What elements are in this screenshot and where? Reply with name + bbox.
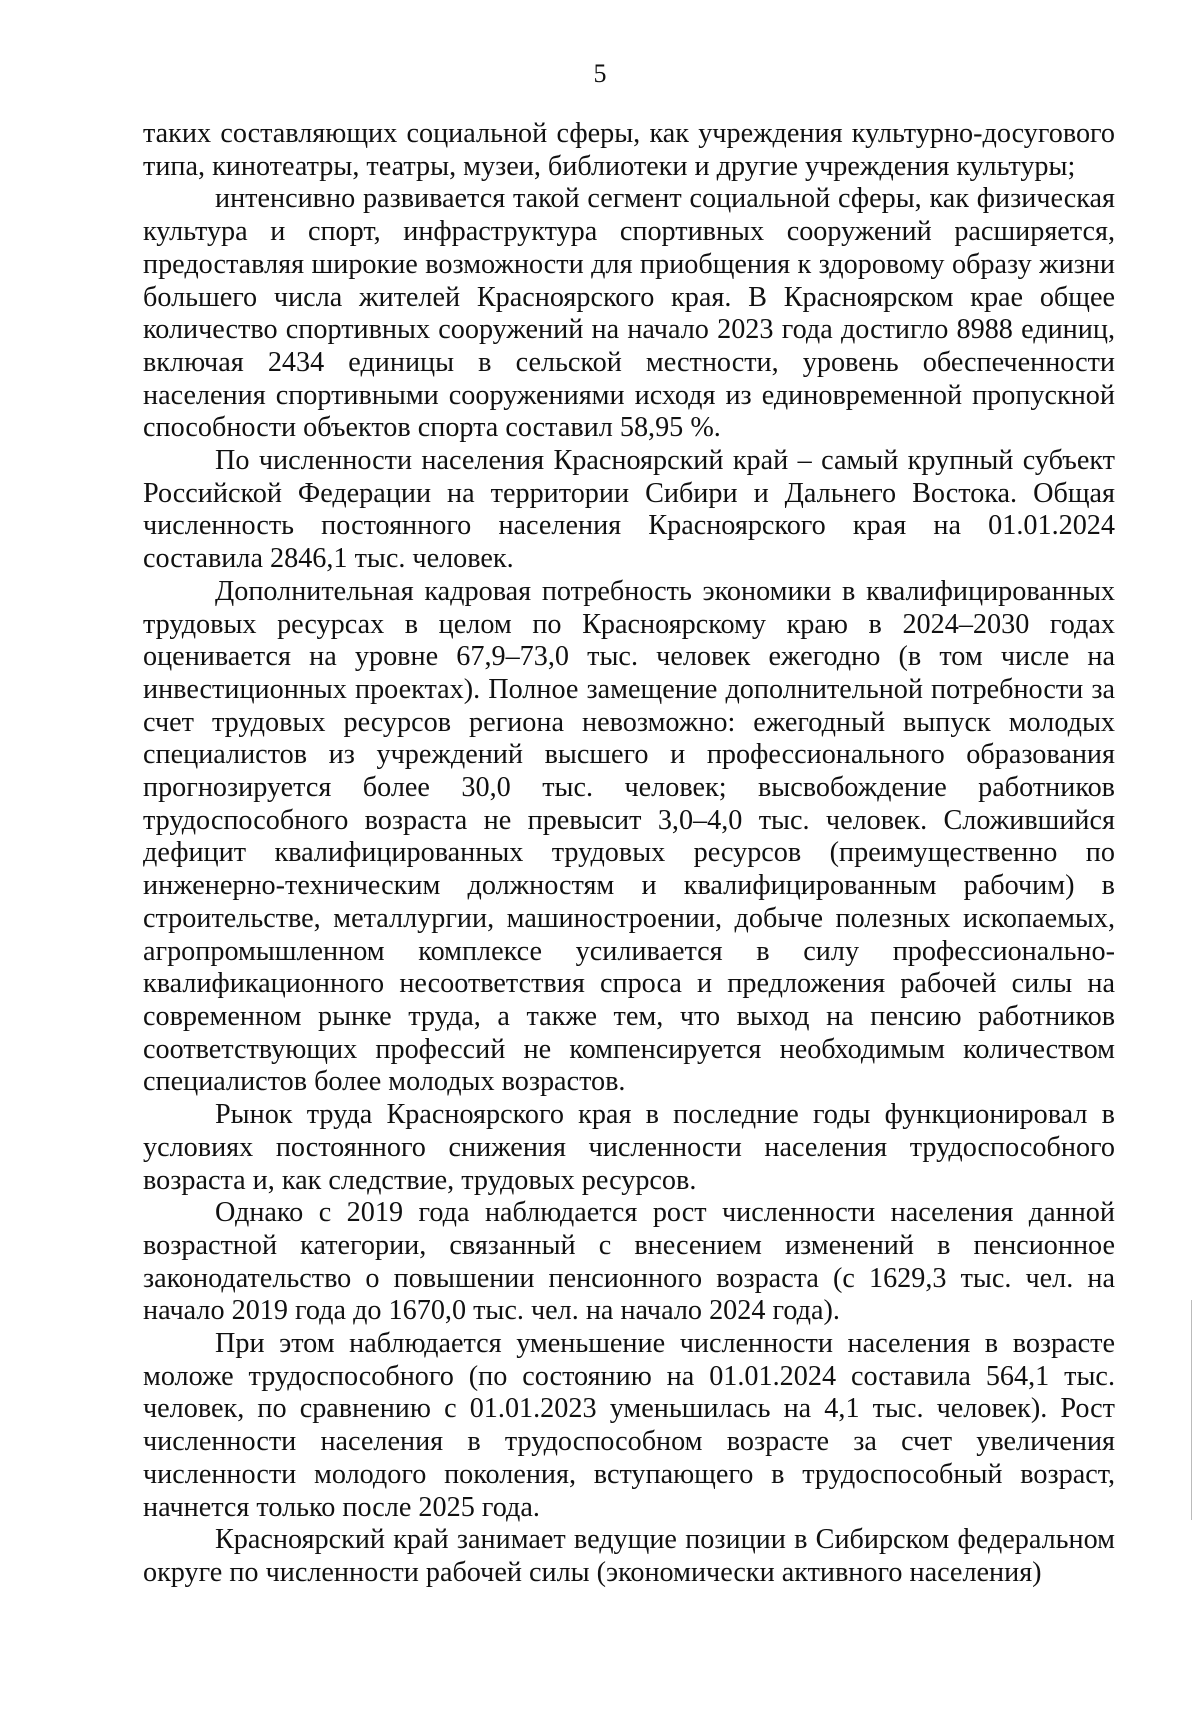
scan-edge-mark — [1191, 1300, 1192, 1520]
page-number: 5 — [593, 59, 607, 88]
paragraph-labor-market: Рынок труда Красноярского края в последние годы функционировал в условиях постоянного снижения численности населения трудоспособного возраста и, как следствие, трудовых ресурсов. — [143, 1099, 1115, 1196]
document-body — [143, 118, 1115, 1590]
paragraph-labor-demand: Дополнительная кадровая потребность экономики в квалифицированных трудовых ресурсах в целом по Красноярскому краю в 2024–2030 годах оценивается на уровне 67,9–73,0 тыс. человек ежегодно (в том числе на инвестиционных проектах). Полное замещение дополнительной потребности за счет трудовых ресурсов региона невозможно: ежегодный выпуск молодых специалистов из учреждений высшего и профессионального образования прогнозируется более 30,0 тыс. человек; высвобождение работников трудоспособного возраста не превысит 3,0–4,0 тыс. человек. Сложившийся дефицит квалифицированных трудовых ресурсов (преимущественно по инженерно-техническим должностям и квалифицированным рабочим) в строительстве, металлургии, машиностроении, добыче полезных ископаемых, агропромышленном комплексе усиливается в силу профессионально-квалификационного несоответствия спроса и предложения рабочей силы на современном рынке труда, а также тем, что выход на пенсию работников соответствующих профессий не компенсируется необходимым количеством специалистов более молодых возрастов. — [143, 575, 1115, 1098]
paragraph-siberian-district: Красноярский край занимает ведущие позиции в Сибирском федеральном округе по численности рабочей силы (экономически активного населения) — [143, 1524, 1115, 1588]
paragraph-pension-reform: Однако с 2019 года наблюдается рост численности населения данной возрастной категории, связанный с внесением изменений в пенсионное законодательство о повышении пенсионного возраста (с 1629,3 тыс. чел. на начало 2019 года до 1670,0 тыс. чел. на начало 2024 года). — [143, 1197, 1115, 1327]
paragraph-sports-infrastructure: интенсивно развивается такой сегмент социальной сферы, как физическая культура и спорт, инфраструктура спортивных сооружений расширяется, предоставляя широкие возможности для приобщения к здоровому образу жизни большего числа жителей Красноярского края. В Красноярском крае общее количество спортивных сооружений на начало 2023 года достигло 8988 единиц, включая 2434 единицы в сельской местности, уровень обеспеченности населения спортивными сооружениями исходя из единовременной пропускной способности объектов спорта составил 58,95 %. — [143, 183, 1115, 444]
paragraph-young-population: При этом наблюдается уменьшение численности населения в возрасте моложе трудоспособного (по состоянию на 01.01.2024 составила 564,1 тыс. человек, по сравнению с 01.01.2023 уменьшилась на 4,1 тыс. человек). Рост численности населения в трудоспособном возрасте за счет увеличения численности молодого поколения, вступающего в трудоспособный возраст, начнется только после 2025 года. — [143, 1328, 1115, 1523]
paragraph-continuation: таких составляющих социальной сферы, как учреждения культурно-досугового типа, кинотеатры, театры, музеи, библиотеки и другие учреждения культуры; — [143, 118, 1115, 182]
paragraph-population: По численности населения Красноярский край – самый крупный субъект Российской Федерации на территории Сибири и Дальнего Востока. Общая численность постоянного населения Красноярского края на 01.01.2024 составила 2846,1 тыс. человек. — [143, 445, 1115, 575]
